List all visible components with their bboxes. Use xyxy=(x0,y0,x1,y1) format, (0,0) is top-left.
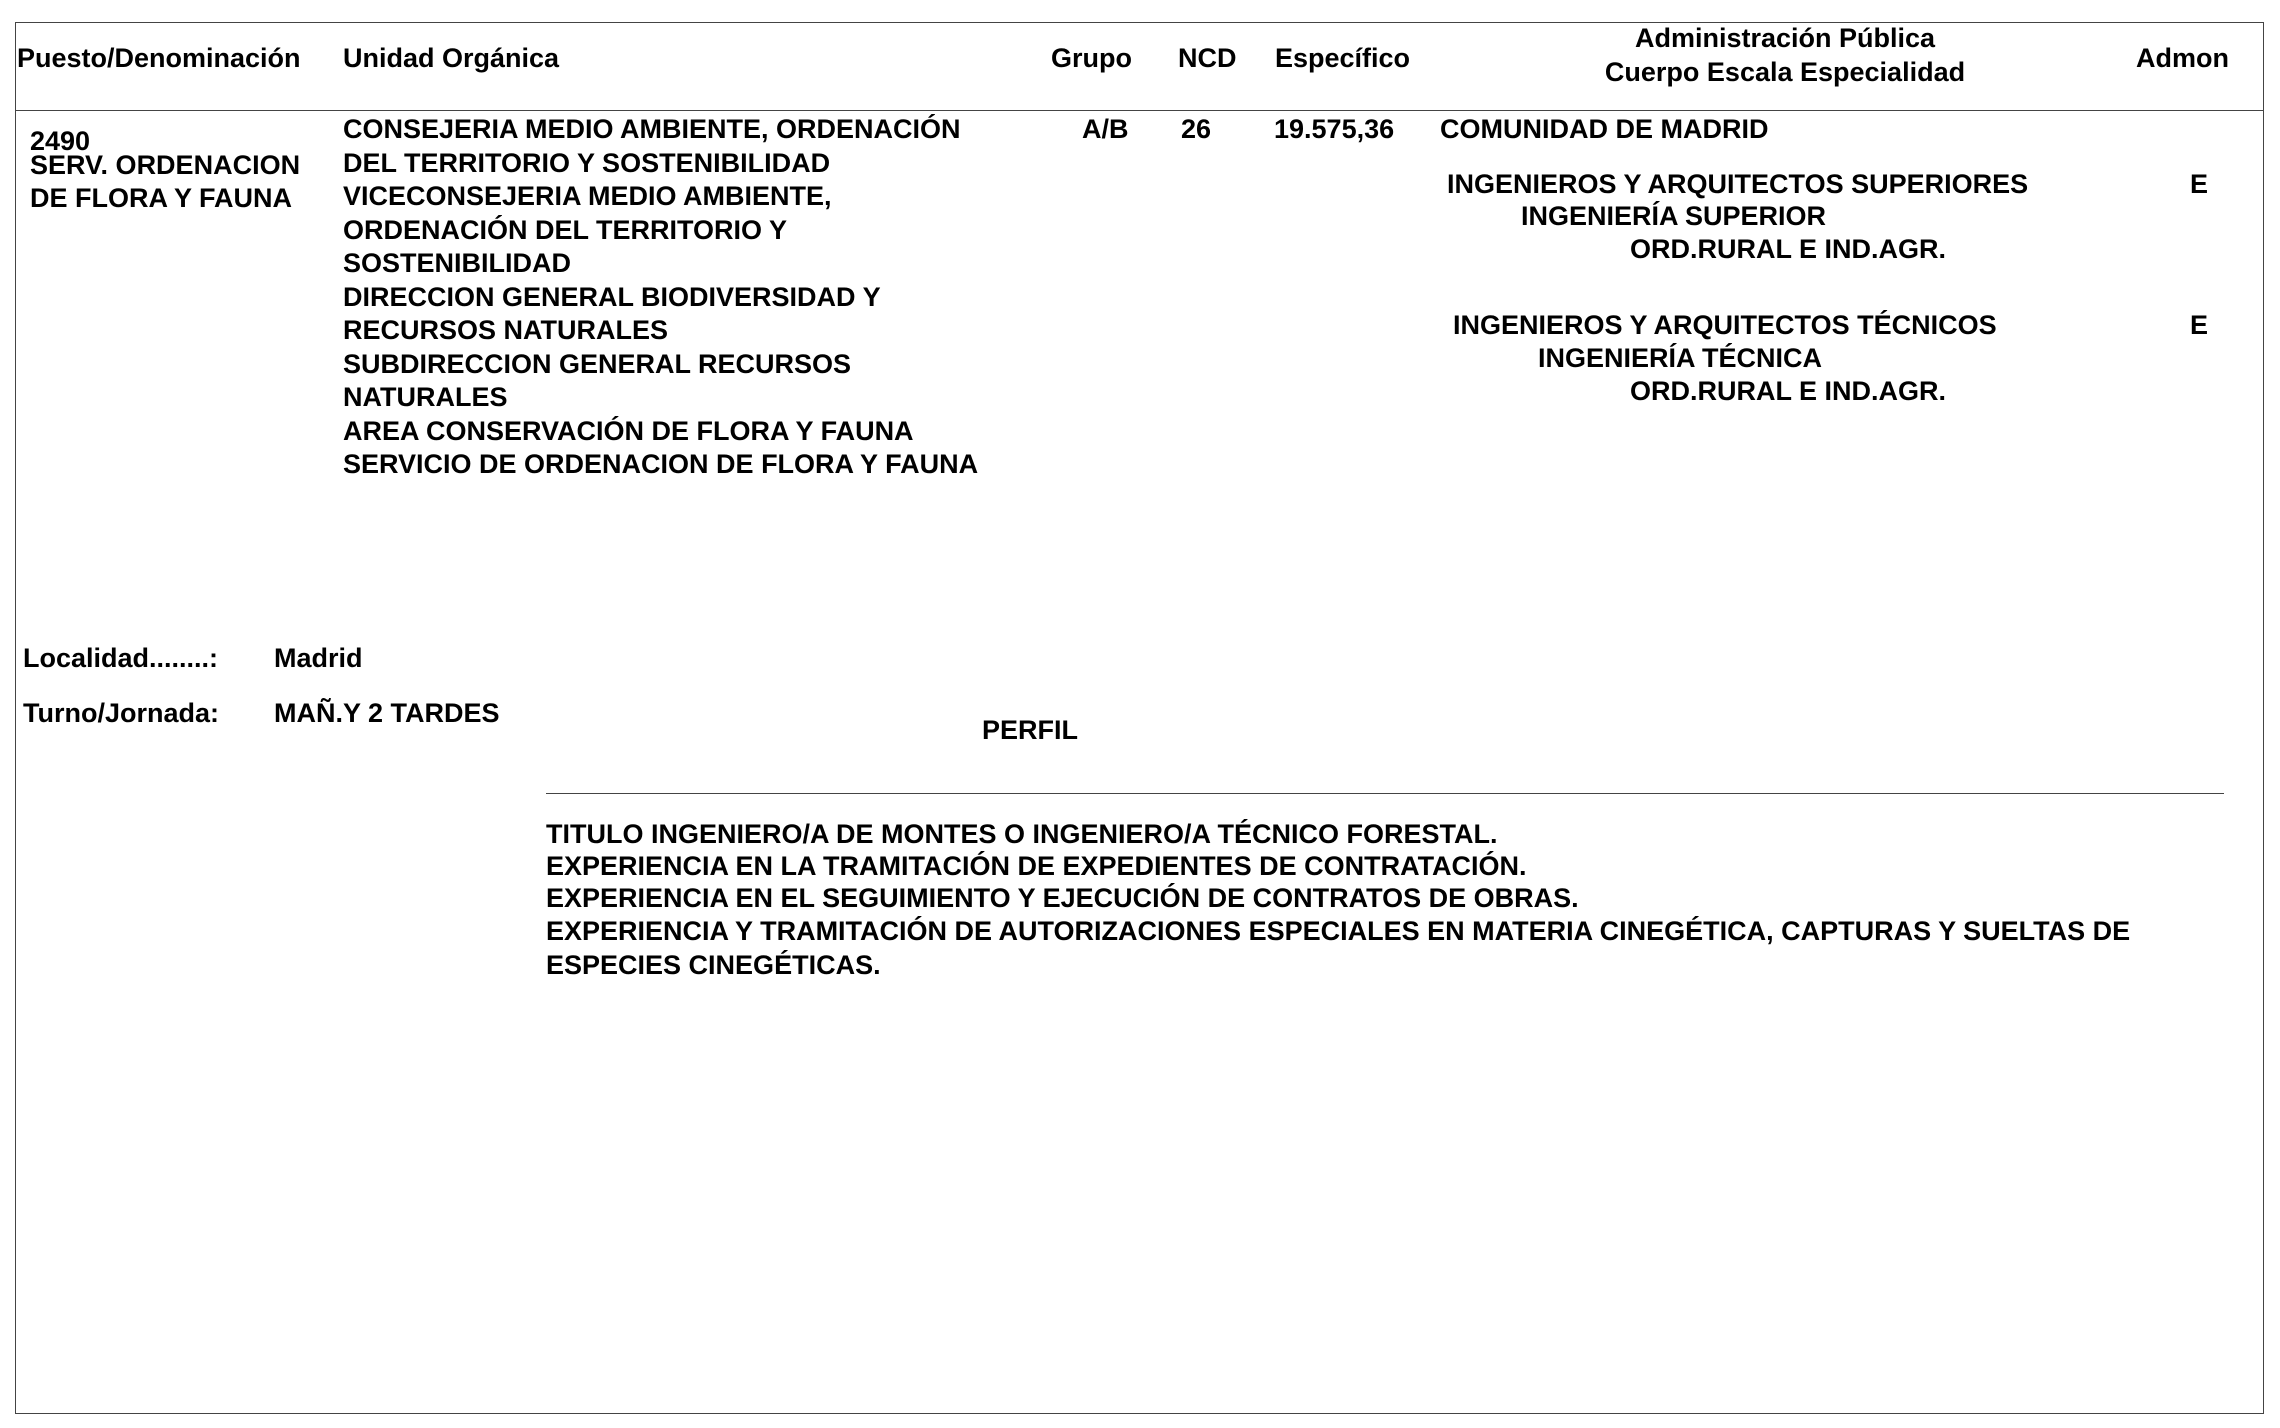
turno-label: Turno/Jornada: xyxy=(23,698,220,728)
unidad-linea-3: VICECONSEJERIA MEDIO AMBIENTE, xyxy=(343,181,832,211)
header-divider xyxy=(15,110,2264,111)
puesto-numero: 2490 xyxy=(30,126,91,156)
header-unidad: Unidad Orgánica xyxy=(343,43,560,73)
perfil-divider xyxy=(546,793,2224,794)
unidad-linea-2: DEL TERRITORIO Y SOSTENIBILIDAD xyxy=(343,148,831,178)
header-grupo: Grupo xyxy=(1051,43,1132,73)
unidad-linea-1: CONSEJERIA MEDIO AMBIENTE, ORDENACIÓN xyxy=(343,114,961,144)
puesto-denominacion-1: SERV. ORDENACION xyxy=(30,150,301,180)
unidad-linea-4: ORDENACIÓN DEL TERRITORIO Y xyxy=(343,215,788,245)
unidad-linea-6: DIRECCION GENERAL BIODIVERSIDAD Y xyxy=(343,282,881,312)
unidad-linea-8: SUBDIRECCION GENERAL RECURSOS xyxy=(343,349,852,379)
header-especifico: Específico xyxy=(1275,43,1411,73)
header-puesto: Puesto/Denominación xyxy=(17,43,301,73)
especialidad-1: ORD.RURAL E IND.AGR. xyxy=(1630,234,1947,264)
turno-value: MAÑ.Y 2 TARDES xyxy=(274,698,500,728)
admon-2: E xyxy=(2190,310,2209,340)
administracion-value: COMUNIDAD DE MADRID xyxy=(1440,114,1769,144)
header-admon: Admon xyxy=(2136,43,2229,73)
localidad-label: Localidad........: xyxy=(23,643,219,673)
perfil-linea-2: EXPERIENCIA EN LA TRAMITACIÓN DE EXPEDIENTES DE CONTRATACIÓN. xyxy=(546,851,1527,881)
unidad-linea-7: RECURSOS NATURALES xyxy=(343,315,669,345)
admon-1: E xyxy=(2190,169,2209,199)
header-cuerpo-escala: Cuerpo Escala Especialidad xyxy=(1604,57,1966,87)
cuerpo-2: INGENIEROS Y ARQUITECTOS TÉCNICOS xyxy=(1453,310,1997,340)
header-ncd: NCD xyxy=(1178,43,1237,73)
especialidad-2: ORD.RURAL E IND.AGR. xyxy=(1630,376,1947,406)
unidad-linea-11: SERVICIO DE ORDENACION DE FLORA Y FAUNA xyxy=(343,449,979,479)
grupo-value: A/B xyxy=(1082,114,1129,144)
header-administracion: Administración Pública xyxy=(1634,23,1936,53)
perfil-linea-5: ESPECIES CINEGÉTICAS. xyxy=(546,950,881,980)
puesto-denominacion-2: DE FLORA Y FAUNA xyxy=(30,183,293,213)
perfil-linea-1: TITULO INGENIERO/A DE MONTES O INGENIERO/A TÉCNICO FORESTAL. xyxy=(546,819,1498,849)
cuerpo-1: INGENIEROS Y ARQUITECTOS SUPERIORES xyxy=(1447,169,2029,199)
escala-1: INGENIERÍA SUPERIOR xyxy=(1521,201,1827,231)
ncd-value: 26 xyxy=(1181,114,1212,144)
perfil-title: PERFIL xyxy=(982,715,1079,745)
perfil-linea-3: EXPERIENCIA EN EL SEGUIMIENTO Y EJECUCIÓN DE CONTRATOS DE OBRAS. xyxy=(546,883,1579,913)
unidad-linea-5: SOSTENIBILIDAD xyxy=(343,248,572,278)
escala-2: INGENIERÍA TÉCNICA xyxy=(1538,343,1823,373)
especifico-value: 19.575,36 xyxy=(1274,114,1395,144)
localidad-value: Madrid xyxy=(274,643,363,673)
unidad-linea-9: NATURALES xyxy=(343,382,508,412)
unidad-linea-10: AREA CONSERVACIÓN DE FLORA Y FAUNA xyxy=(343,416,914,446)
perfil-linea-4: EXPERIENCIA Y TRAMITACIÓN DE AUTORIZACIONES ESPECIALES EN MATERIA CINEGÉTICA, CAPTURAS Y SUELTAS DE xyxy=(546,916,2131,946)
